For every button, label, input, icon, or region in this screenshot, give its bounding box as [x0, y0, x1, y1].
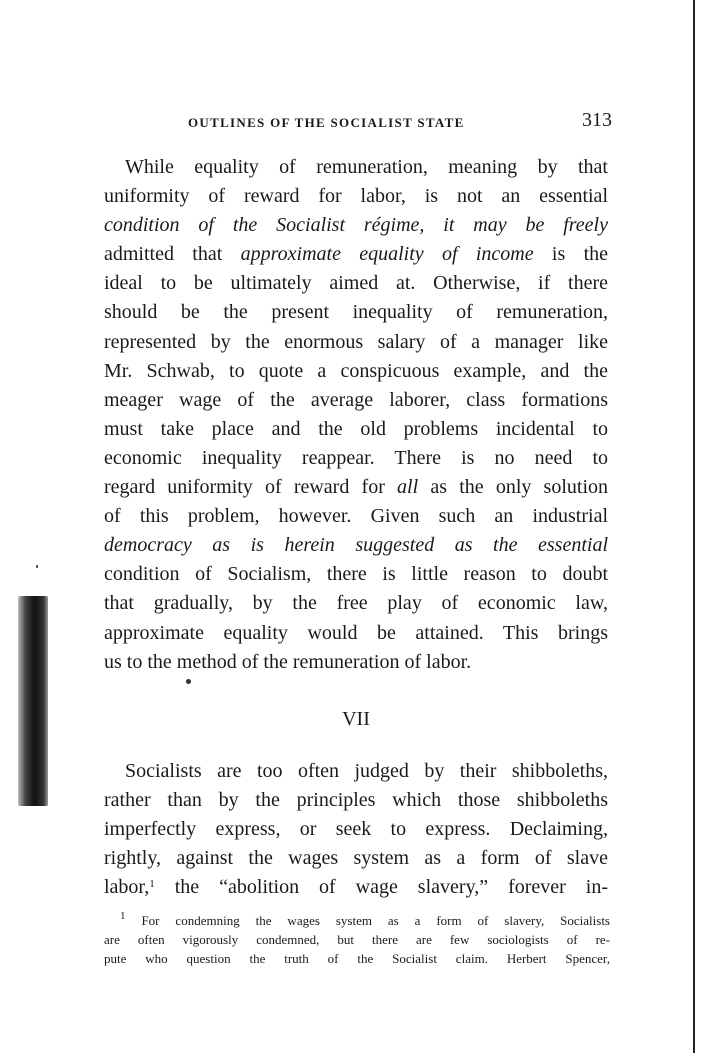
section-heading: VII — [342, 708, 370, 730]
text-line: Mr. Schwab, to quote a conspicuous example, and the — [104, 359, 608, 382]
text-line: democracy as is herein suggested as the essential — [104, 534, 608, 557]
italic-word: all — [397, 476, 419, 499]
ink-speck — [186, 679, 191, 684]
text-line — [104, 873, 608, 902]
text-run: as the only solution — [430, 476, 609, 499]
text-line: imperfectly express, or seek to express. Declaiming, — [104, 818, 608, 841]
scan-shadow — [18, 596, 48, 806]
text-line: condition of the Socialist régime, it may be freely — [104, 214, 608, 237]
footnote-ref: 1 — [149, 878, 155, 891]
text-line: of this problem, however. Given such an industrial — [104, 505, 608, 528]
running-header — [104, 109, 612, 137]
text-line: condition of Socialism, there is little reason to doubt — [104, 563, 608, 586]
paragraph-1 — [104, 153, 608, 677]
main-text — [104, 153, 608, 677]
text-line: rightly, against the wages system as a form of slave — [104, 847, 608, 870]
text-run: admitted that — [104, 243, 223, 266]
running-title: OUTLINES OF THE SOCIALIST STATE — [188, 115, 465, 130]
italic-phrase: approximate equality of income — [240, 243, 534, 266]
text-line: must take place and the old problems incidental to — [104, 417, 608, 440]
footnote-line: pute who question the truth of the Socialist claim. Herbert Spencer, — [104, 951, 610, 966]
main-text-continued — [104, 757, 608, 902]
text-line — [104, 473, 608, 502]
text-line: meager wage of the average laborer, class formations — [104, 388, 608, 411]
text-run: is the — [551, 243, 609, 266]
footnote-line: are often vigorously condemned, but there are few sociologists of re- — [104, 932, 610, 947]
text-line: should be the present inequality of remuneration, — [104, 301, 608, 324]
text-line: approximate equality would be attained. This brings — [104, 621, 608, 644]
text-line: uniformity of reward for labor, is not an essential — [104, 185, 608, 208]
text-line: rather than by the principles which those shibboleths — [104, 789, 608, 812]
page-number: 313 — [582, 109, 612, 131]
footnote — [104, 911, 610, 968]
text-line: represented by the enormous salary of a manager like — [104, 330, 608, 353]
page-edge-rule — [693, 0, 695, 1053]
text-run: the “abolition of wage slavery,” forever in- — [154, 876, 608, 899]
text-line: ideal to be ultimately aimed at. Otherwise, if there — [104, 272, 608, 295]
text-line — [104, 240, 608, 269]
footnote-text: For condemning the wages system as a form of slavery, Socialists — [141, 913, 610, 928]
ink-speck — [36, 565, 38, 568]
text-line: economic inequality reappear. There is no need to — [104, 446, 608, 469]
text-line: that gradually, by the free play of economic law, — [104, 592, 608, 615]
footnote-marker: 1 — [120, 910, 126, 922]
text-line: us to the method of the remuneration of labor. — [104, 650, 472, 673]
text-run: labor, — [104, 876, 150, 899]
text-run: regard uniformity of reward for — [104, 476, 385, 499]
text-line: While equality of remuneration, meaning by that — [125, 156, 608, 178]
footnote-line — [104, 911, 610, 930]
text-line: Socialists are too often judged by their shibboleths, — [125, 760, 608, 782]
paragraph-2 — [104, 757, 608, 902]
